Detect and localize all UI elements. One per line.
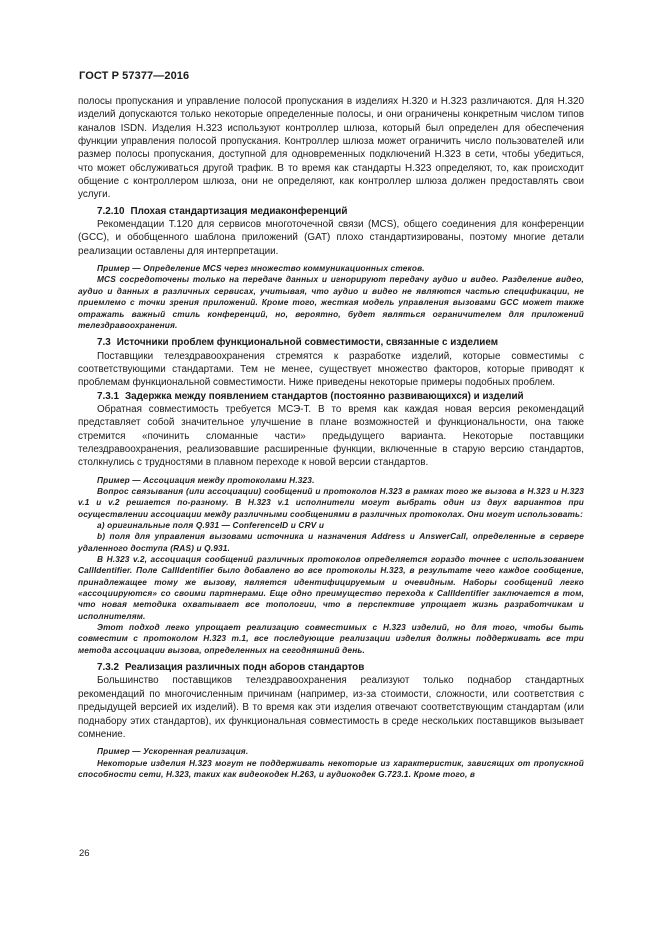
- example-text: Пример — Определение MCS через множество коммуникационных стеков.: [97, 263, 425, 274]
- example-list-item: a) оригинальные поля Q.931 — ConferenceID и CRV и: [97, 520, 325, 530]
- page-number: 26: [79, 848, 90, 859]
- example-text: Пример — Ускоренная реализация.: [97, 746, 249, 757]
- example-list-item: b) поля для управления вызовами источника и назначения Address и AnswerCall, определенные в сервере удаленного доступа (RAS) и Q.931.: [78, 531, 584, 553]
- example-text: Некоторые изделия H.323 могут не поддерживать некоторые из характеристик, зависящих от пропускной способности сети, H.323, таких как видеокодек H.263, и аудиокодек G.723.1. Кроме того, в: [78, 757, 584, 779]
- section-title: Источники проблем функциональной совместимости, связанные с изделием: [116, 337, 499, 349]
- example-text: Пример — Ассоциация между протоколами H.323.: [97, 474, 315, 485]
- section-heading: [78, 390, 584, 403]
- example-text: MCS сосредоточены только на передаче данных и игнорируют передачу аудио и видео. Разделение видео, аудио и данных в различных сервисах, учитывая, что аудио и видео не являются частью спецификации, не приемлемо с точки зрения приложений. Кроме того, жесткая модель управления вызовами GCC может также отражать важный стиль конференций, но, вероятно, будет являться ограничителем для приложений телездравоохранения.: [78, 274, 584, 330]
- paragraph: Рекомендации T.120 для сервисов многоточечной связи (MCS), общего соединения для конференции (GCC), и обобщенного шаблона приложений (GAT) плохо стандартизированы, поэтому многие детали реализации оставлены для интерпретации.: [78, 219, 584, 257]
- paragraph: Большинство поставщиков телездравоохранения реализуют только поднабор стандартных рекомендаций по многочисленным причинам (например, из-за стоимости, сложности, или соответствия с предыдущей версией их изделий). В то время как эти изделия отвечают соответствующим стандартам (или поднабору этих стандартов), их функциональная совместимость в среде нескольких поставщиков вызывает сомнение.: [78, 675, 584, 740]
- section-title: Задержка между появлением стандартов (постоянно развивающихся) и изделий: [124, 390, 524, 402]
- section-title: Плохая стандартизация медиаконференций: [130, 205, 348, 217]
- section-heading: [78, 205, 584, 218]
- example-text: В H.323 v.2, ассоциация сообщений различных протоколов определяется гораздо точнее с использованием CallIdentifier. Поле CallIdentifier было добавлено во все протоколы H.323, в результате чего каждое сообщение, принадлежащее тому же вызову, является идентифицируемым и очевидным. Наборы сообщений легко «ассоциируются» со своими партнерами. Еще одно преимущество перехода к CallIdentifier заключается в том, что новая методика охватывает все топологии, что в перспективе упрощает жизнь разработчикам и исполнителям.: [78, 554, 584, 621]
- page-header: ГОСТ Р 57377—2016: [79, 70, 190, 82]
- section-heading: [78, 336, 584, 349]
- example-text: Вопрос связывания (или ассоциации) сообщений и протоколов H.323 в рамках того же вызова в H.323 и H.323 v.1 и v.2 решается по-разному. В H.323 v.1 исполнители могут выбрать один из двух вариантов при осуществлении ассоциации между различными сообщениями в различных протоколах. Они могут использовать:: [78, 485, 584, 519]
- paragraph: полосы пропускания и управление полосой пропускания в изделиях H.320 и H.323 различаются. Для H.320 изделий допускаются только некоторые определенные полосы, и они ограничены конкретным числом типов каналов ISDN. Изделия H.323 используют контроллер шлюза, который был определен для обеспечения функции управления полосой пропускания. Контроллер шлюза может ограничить число пользователей или размер полосы пропускания, доступной для одновременных подключений H.323 в сети, чтобы убедиться, что может обслуживаться другой трафик. В то время как стандарты H.323 определяют, то, как происходит общение с контроллером шлюза, они не определяют, как контроллер шлюза должен предоставлять свои услуги.: [78, 96, 584, 201]
- section-number: 7.3.1: [97, 390, 119, 402]
- example-text: Этот подход легко упрощает реализацию совместимых с H.323 изделий, но для того, чтобы быть совместим с протоколом H.323 т.1, все последующие реализации изделия должны поддерживать все три метода ассоциации вызова, определенных на сегодняшний день.: [78, 622, 584, 655]
- section-number: 7.3.2: [97, 662, 119, 674]
- section-heading: [78, 661, 584, 674]
- section-number: 7.3: [97, 337, 111, 349]
- page-content: [78, 95, 584, 780]
- section-title: Реализация различных подн аборов стандартов: [124, 662, 365, 674]
- paragraph: Поставщики телездравоохранения стремятся к разработке изделий, которые совместимы с соответствующими стандартами. Тем не менее, существует множество факторов, которые приводят к проблемам функциональной совместимости. Ниже приведены некоторые примеры подобных проблем.: [78, 350, 584, 389]
- paragraph: Обратная совместимость требуется МСЭ-Т. В то время как каждая новая версия рекомендаций представляет собой значительное улучшение в плане возможностей и функциональности, она также стремится «починить сломанные части» предыдущего варианта. Некоторые поставщики телездравоохранения, реализовавшие расширенные функции, включенные в старую версию стандартов, столкнулись с трудностями в плавном переходе к новой версии стандартов.: [78, 403, 584, 469]
- section-number: 7.2.10: [97, 205, 125, 217]
